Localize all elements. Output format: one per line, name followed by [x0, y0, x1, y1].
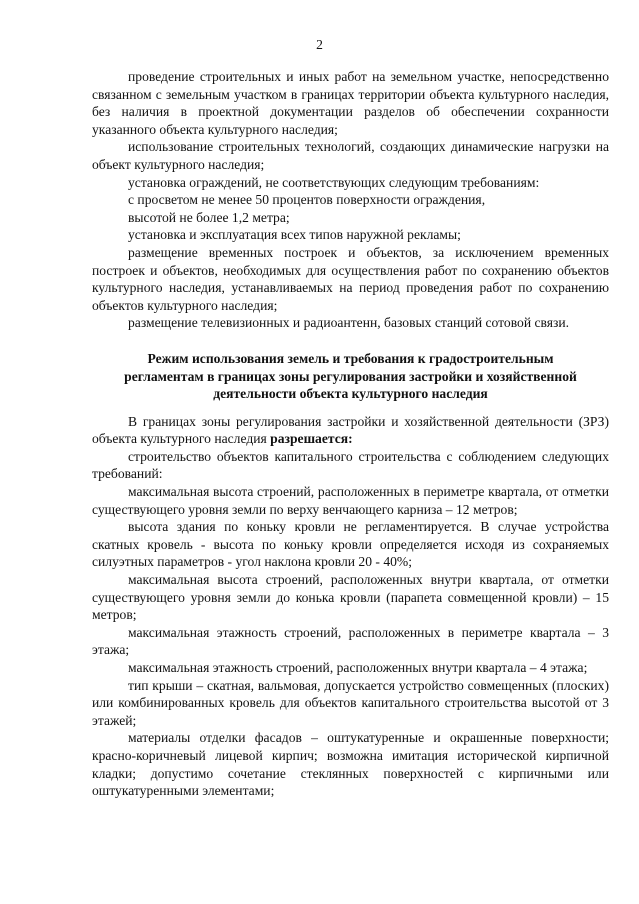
- section-heading-line: регламентам в границах зоны регулирования застройки и хозяйственной: [124, 368, 577, 384]
- paragraph-fence-requirement-1: с просветом не менее 50 процентов поверхности ограждения,: [128, 192, 486, 208]
- paragraph-requirement-4: максимальная этажность строений, расположенных в периметре квартала – 3 этажа;: [92, 624, 609, 658]
- paragraph-requirement-6: тип крыши – скатная, вальмовая, допускается устройство совмещенных (плоских) или комбинированных кровель для объектов капитального строительства высотой от 3 этажей;: [92, 677, 609, 728]
- paragraph-requirement-7: материалы отделки фасадов – оштукатуренные и окрашенные поверхности; красно-коричневый лицевой кирпич; возможна имитация исторической кирпичной кладки; допустимо сочетание стеклянных поверхностей с кирпичными или оштукатуренными элементами;: [92, 730, 609, 799]
- paragraph-prohibition-2: использование строительных технологий, создающих динамические нагрузки на объект культурного наследия;: [92, 139, 609, 172]
- paragraph-requirement-3: максимальная высота строений, расположенных внутри квартала, от отметки существующего уровня земли до конька кровли (парапета совмещенной кровли) – 15 метров;: [92, 572, 609, 623]
- paragraph-prohibition-1: проведение строительных и иных работ на земельном участке, непосредственно связанном с земельным участком в границах территории объекта культурного наследия, без наличия в проектной документации разделов об обеспечении сохранности указанного объекта культурного наследия;: [92, 69, 609, 137]
- paragraph-fence-requirement-2: высотой не более 1,2 метра;: [128, 209, 290, 225]
- paragraph-prohibition-4: установка и эксплуатация всех типов наружной рекламы;: [128, 227, 461, 243]
- paragraph-intro: [92, 413, 609, 448]
- paragraph-requirement-2: высота здания по коньку кровли не регламентируется. В случае устройства скатных кровель - высота по коньку кровли определяется исходя из сохраняемых силуэтных параметров - угол наклона кровли 20 - 40%;: [92, 519, 609, 570]
- section-heading-line: деятельности объекта культурного наследия: [213, 386, 488, 402]
- section-heading: [92, 350, 609, 403]
- paragraph-prohibition-5: размещение временных построек и объектов, за исключением временных построек и объектов, необходимых для осуществления работ по сохранению объектов культурного наследия, устанавливаемых на период проведения работ по сохранению объектов культурного наследия;: [92, 244, 609, 313]
- intro-bold-text: разрешается:: [270, 431, 353, 447]
- document-body: [92, 68, 609, 800]
- paragraph-requirement-5: максимальная этажность строений, расположенных внутри квартала – 4 этажа;: [128, 660, 588, 675]
- paragraph-permission-1: строительство объектов капитального строительства с соблюдением следующих требований:: [92, 448, 609, 482]
- page-number: 2: [316, 37, 323, 52]
- paragraph-requirement-1: максимальная высота строений, расположенных в периметре квартала, от отметки существующего уровня земли по верху венчающего карниза – 12 метров;: [92, 484, 609, 517]
- paragraph-prohibition-3: установка ограждений, не соответствующих следующим требованиям:: [128, 174, 540, 190]
- section-heading-line: Режим использования земель и требования к градостроительным: [147, 350, 554, 366]
- intro-text: В границах зоны регулирования застройки и хозяйственной деятельности (ЗРЗ) объекта культурного наследия: [92, 413, 609, 447]
- paragraph-prohibition-6: размещение телевизионных и радиоантенн, базовых станций сотовой связи.: [128, 315, 570, 331]
